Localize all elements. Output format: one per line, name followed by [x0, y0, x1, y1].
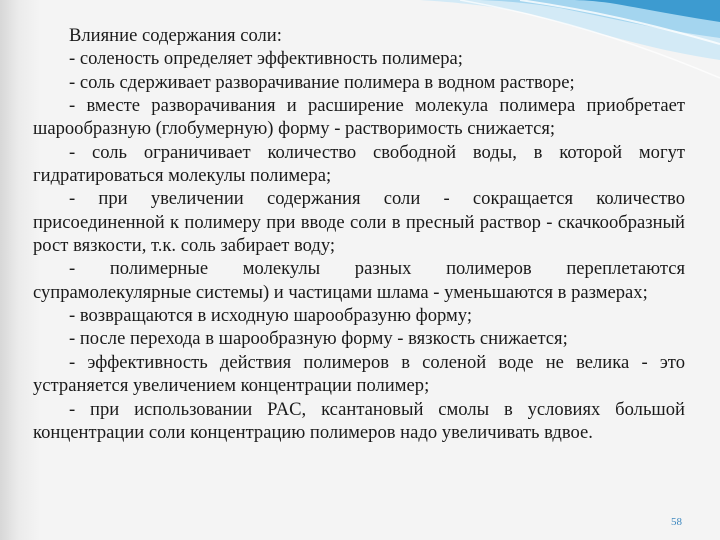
paragraph: - возвращаются в исходную шарообразуню форму; — [69, 305, 473, 327]
slide-body-text — [33, 24, 685, 444]
paragraph: - соль ограничивает количество свободной воды, в которой могут гидратироваться молекулы полимера; — [33, 141, 685, 187]
paragraph: - соленость определяет эффективность полимера; — [69, 48, 463, 70]
paragraph: Влияние содержания соли: — [69, 25, 282, 46]
paragraph: - при использовании PAC, ксантановый смолы в условиях большой концентрации соли концентрацию полимеров надо увеличивать вдвое. — [33, 398, 685, 443]
paragraph: - при увеличении содержания соли - сокращается количество присоединенной к полимеру при вводе соли в пресный раствор - скачкообразный рост вязкости, т.к. соль забирает воду; — [33, 188, 685, 257]
paragraph: - вместе разворачивания и расширение молекула полимера приобретает шарообразную (глобумерную) форму - растворимость снижается; — [33, 95, 685, 140]
slide-number: 58 — [671, 516, 682, 528]
paragraph: - эффективность действия полимеров в соленой воде не велика - это устраняется увеличением концентрации полимер; — [33, 351, 685, 397]
paragraph: - после перехода в шарообразную форму - вязкость снижается; — [69, 328, 568, 350]
paragraph: - соль сдерживает разворачивание полимера в водном растворе; — [69, 71, 575, 93]
paragraph: - полимерные молекулы разных полимеров переплетаются супрамолекулярные системы) и частицами шлама - уменьшаются в размерах; — [33, 258, 685, 303]
